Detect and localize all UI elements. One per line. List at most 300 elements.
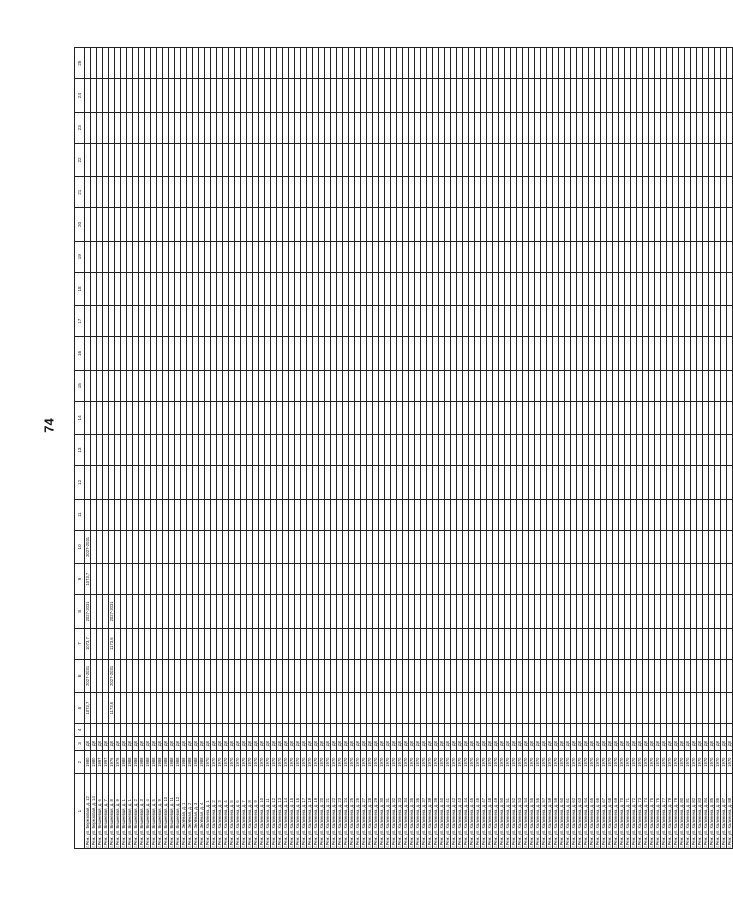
table-cell: ДК <box>691 736 697 751</box>
table-cell: ДК <box>91 736 97 751</box>
table-cell: 1970 <box>331 751 337 774</box>
table-cell: ДК <box>685 736 691 751</box>
table-cell: 1980 <box>91 751 97 774</box>
table-cell: 1970 <box>409 751 415 774</box>
table-cell: 1970 <box>385 751 391 774</box>
table-cell: ДК <box>517 736 523 751</box>
column-header: 13 <box>75 435 85 466</box>
table-cell: 1970 <box>487 751 493 774</box>
table-cell: 1988 <box>145 751 151 774</box>
table-cell: 1970 <box>247 751 253 774</box>
table-cell: ДК <box>121 736 127 751</box>
table-cell <box>727 724 733 736</box>
address-cell: г.Реж, ул. Калинина, д. 10 <box>259 774 265 849</box>
address-cell: г.Реж, ул. Калинина, д. 72 <box>631 774 637 849</box>
table-cell: ДК <box>283 736 289 751</box>
table-cell <box>727 177 733 208</box>
table-cell: 2027-2031 <box>109 595 115 628</box>
address-cell: г.Реж, ул. Калинина, д. 18 <box>307 774 313 849</box>
address-cell: г.Реж, ул. Калинина, д. 68 <box>607 774 613 849</box>
table-cell: ДК <box>535 736 541 751</box>
table-cell: 1970 <box>577 751 583 774</box>
address-cell: г.Реж, ул. Калинина, д. 77 <box>661 774 667 849</box>
table-cell: 1970 <box>475 751 481 774</box>
table-cell: ДК <box>727 736 733 751</box>
address-cell: г.Реж, ул. Калинина, д. 51 <box>505 774 511 849</box>
table-body <box>85 48 733 849</box>
table-cell: ДК <box>601 736 607 751</box>
table-cell: ДК <box>595 736 601 751</box>
table-cell: 1970 <box>265 751 271 774</box>
table-cell: ДК <box>301 736 307 751</box>
table-cell: ДК <box>565 736 571 751</box>
table-cell: ДК <box>151 736 157 751</box>
table-cell: ДК <box>295 736 301 751</box>
table-cell: ДК <box>679 736 685 751</box>
table-cell: 1976 <box>115 751 121 774</box>
address-cell: г.Реж, ул. Калинина, д. 36 <box>415 774 421 849</box>
column-header: 3 <box>75 736 85 751</box>
address-cell: г.Реж, ул. Калинина, д. 26 <box>355 774 361 849</box>
table-cell: ДК <box>175 736 181 751</box>
table-cell: ДК <box>631 736 637 751</box>
table-cell: 1970 <box>499 751 505 774</box>
table-cell: ДК <box>673 736 679 751</box>
table-cell: 1997 <box>103 751 109 774</box>
table-cell: 1970 <box>553 751 559 774</box>
table-cell: ДК <box>169 736 175 751</box>
column-header: 20 <box>75 208 85 241</box>
table-cell: 1970 <box>523 751 529 774</box>
table-cell <box>727 564 733 595</box>
address-cell: г.Реж, ул. Калинина, д. 29 <box>373 774 379 849</box>
table-cell: 1970 <box>355 751 361 774</box>
table-cell: 1970 <box>361 751 367 774</box>
address-cell: г.Реж, ул. Калинина, д. 67 <box>601 774 607 849</box>
table-cell: 1988 <box>127 751 133 774</box>
table-cell: 1988 <box>163 751 169 774</box>
column-header: 2 <box>75 751 85 774</box>
column-header: 21 <box>75 177 85 208</box>
table-cell: ДК <box>331 736 337 751</box>
table-cell: 1970 <box>457 751 463 774</box>
column-header: 10 <box>75 530 85 563</box>
table-cell: 1970 <box>673 751 679 774</box>
table-cell: 1970 <box>619 751 625 774</box>
table-cell: 1970 <box>343 751 349 774</box>
table-cell <box>727 79 733 112</box>
table-cell <box>727 48 733 79</box>
table-cell: 1970 <box>295 751 301 774</box>
address-cell: г.Реж, ул. Калинина, д. 85 <box>709 774 715 849</box>
table-cell <box>727 143 733 176</box>
table-cell: 1970 <box>427 751 433 774</box>
address-cell: г.Реж, ул. Калинина, д. 1 <box>205 774 211 849</box>
address-cell: г.Реж, ул. Калинина, д. 83 <box>697 774 703 849</box>
table-cell: ДК <box>217 736 223 751</box>
table-cell: ДК <box>469 736 475 751</box>
address-cell: г.Реж, ул. Калинина, д. 61 <box>565 774 571 849</box>
address-cell: г.Реж, ул. Калинина, д. 17 <box>301 774 307 849</box>
table-cell: ДК <box>655 736 661 751</box>
table-cell: ДК <box>643 736 649 751</box>
table-cell: 2027-2031 <box>85 659 91 692</box>
address-cell: г.Реж, ул. Калинина, д. 34 <box>403 774 409 849</box>
table-cell: ДК <box>277 736 283 751</box>
address-cell: г.Реж, ул. Калинина, д. 70 <box>619 774 625 849</box>
address-cell: г.Реж, ул. Калинина, д. 33 <box>397 774 403 849</box>
table-cell: 1970 <box>397 751 403 774</box>
address-cell: г.Реж, ул. Калинина, д. 86 <box>715 774 721 849</box>
address-cell: г.Реж, ул. Вишневая, д. 1 <box>121 774 127 849</box>
table-cell: 1970 <box>589 751 595 774</box>
address-cell: г.Реж, ул. Калинина, д. 32 <box>391 774 397 849</box>
table-cell: 1988 <box>157 751 163 774</box>
table-cell: 1970 <box>241 751 247 774</box>
column-header: 12 <box>75 466 85 499</box>
table-cell: ДК <box>235 736 241 751</box>
table-cell: ДК <box>199 736 205 751</box>
table-cell: 1970 <box>517 751 523 774</box>
address-cell: г.Реж, ул. Калинина, д. 56 <box>535 774 541 849</box>
address-cell: г.Реж, ул. Калинина, д. 79 <box>673 774 679 849</box>
page-number: 74 <box>41 418 57 433</box>
table-cell: ДК <box>361 736 367 751</box>
rotated-table-area <box>74 47 732 849</box>
address-cell: г.Реж, ул. Калинина, д. 75 <box>649 774 655 849</box>
table-cell: ДК <box>427 736 433 751</box>
table-cell: ДК <box>703 736 709 751</box>
table-cell: ДК <box>133 736 139 751</box>
table-cell <box>727 499 733 530</box>
table-cell: ДК <box>313 736 319 751</box>
table-cell: 1970 <box>319 751 325 774</box>
table-cell: ДК <box>445 736 451 751</box>
table-cell: 1970 <box>547 751 553 774</box>
address-cell: г.Реж, ул. Калинина, д. 69 <box>613 774 619 849</box>
address-cell: г.Реж, ул. Калинина, д. 41 <box>445 774 451 849</box>
address-cell: г.Реж, ул. Калинина, д. 27 <box>361 774 367 849</box>
table-cell: 1988 <box>199 751 205 774</box>
address-cell: г.Реж, ул. Калинина, д. 14 <box>283 774 289 849</box>
address-cell: г.Реж, ул. Калинина, д. 59 <box>553 774 559 849</box>
table-cell: ДК <box>451 736 457 751</box>
column-header: 4 <box>75 724 85 736</box>
housing-register-table <box>74 47 733 849</box>
table-cell: 1970 <box>691 751 697 774</box>
address-cell: г.Реж, ул. Калинина, д. 31 <box>385 774 391 849</box>
table-cell: ДК <box>547 736 553 751</box>
table-cell: ДК <box>223 736 229 751</box>
address-cell: г.Реж, ул. Калинина, д. 46 <box>475 774 481 849</box>
table-cell: ДК <box>583 736 589 751</box>
table-cell: 1970 <box>481 751 487 774</box>
table-cell: ДК <box>415 736 421 751</box>
address-cell: г.Реж, ул. Калинина, д. 23 <box>337 774 343 849</box>
column-header: 18 <box>75 272 85 305</box>
address-cell: г.Реж, ул. Калинина, д. 30 <box>379 774 385 849</box>
address-cell: г.Реж, ул. Калинина, д. 87 <box>721 774 727 849</box>
table-cell: ДК <box>325 736 331 751</box>
table-cell: ДК <box>505 736 511 751</box>
table-cell: 1988 <box>193 751 199 774</box>
address-cell: г.Реж, ул. Березовая, д. 14 <box>91 774 97 849</box>
table-header-row <box>75 48 85 849</box>
table-cell: 1970 <box>301 751 307 774</box>
address-cell: г.Реж, ул. Калинина, д. 37 <box>421 774 427 849</box>
table-cell: ДК <box>145 736 151 751</box>
table-cell: ДК <box>577 736 583 751</box>
table-cell: ДК <box>307 736 313 751</box>
table-cell: 1970 <box>223 751 229 774</box>
table-cell: 1970 <box>631 751 637 774</box>
column-header: 1 <box>75 774 85 849</box>
table-cell: ДК <box>103 736 109 751</box>
table-cell: 1970 <box>667 751 673 774</box>
address-cell: г.Реж, ул. Калинина, д. 82 <box>691 774 697 849</box>
address-cell: г.Реж, ул. Калинина, д. 2 <box>211 774 217 849</box>
address-cell: г.Реж, ул. Калинина, д. 24 <box>343 774 349 849</box>
address-cell: г.Реж, ул. Вишневая, д. 11 <box>169 774 175 849</box>
table-cell: 1173,6 <box>109 693 115 724</box>
address-cell: г.Реж, ул. Вишневая, д. 6 <box>97 774 103 849</box>
address-cell: г.Реж, ул. Калинина, д. 65 <box>589 774 595 849</box>
table-cell: 1970 <box>271 751 277 774</box>
table-cell <box>727 628 733 659</box>
table-cell: 1970 <box>439 751 445 774</box>
column-header: 5 <box>75 693 85 724</box>
table-cell: 1970 <box>445 751 451 774</box>
address-cell: г.Реж, ул. Калинина, д. 50 <box>499 774 505 849</box>
table-cell: 1970 <box>211 751 217 774</box>
table-cell: ДК <box>163 736 169 751</box>
table-cell: 1970 <box>637 751 643 774</box>
table-cell: 1970 <box>277 751 283 774</box>
table-cell: 1970 <box>217 751 223 774</box>
table-cell: ДК <box>493 736 499 751</box>
table-cell: 1970 <box>469 751 475 774</box>
table-cell: 1970 <box>313 751 319 774</box>
table-cell: 1988 <box>175 751 181 774</box>
column-header: 14 <box>75 401 85 434</box>
address-cell: г.Реж, ул. Вишневая, д. 7 <box>103 774 109 849</box>
address-cell: г.Реж, ул. Калинина, д. 55 <box>529 774 535 849</box>
address-cell: г.Реж, ул. Калинина, д. 25 <box>349 774 355 849</box>
address-cell: г.Реж, ул. Калинина, д. 28 <box>367 774 373 849</box>
column-header: 22 <box>75 143 85 176</box>
table-cell: ДК <box>229 736 235 751</box>
table-cell: 1970 <box>721 751 727 774</box>
table-cell: ДК <box>715 736 721 751</box>
table-cell: ДК <box>721 736 727 751</box>
table-cell: 1970 <box>529 751 535 774</box>
address-cell: г.Реж, ул. Вишневая, д. 3 <box>139 774 145 849</box>
address-cell: г.Реж, ул. Калинина, д. 35 <box>409 774 415 849</box>
address-cell: г.Реж, ул. Вишневая, д. 10 <box>163 774 169 849</box>
table-cell <box>727 401 733 434</box>
column-header: 25 <box>75 48 85 79</box>
table-cell: 1988 <box>121 751 127 774</box>
address-cell: г.Реж, ул. Калинина, д. 52 <box>511 774 517 849</box>
table-rotator <box>74 47 732 849</box>
table-cell: ДК <box>511 736 517 751</box>
table-cell: 1970 <box>253 751 259 774</box>
table-cell: 1970 <box>607 751 613 774</box>
table-cell: 1970 <box>727 751 733 774</box>
table-cell: 1970 <box>559 751 565 774</box>
table-cell: 2027-2031 <box>85 595 91 628</box>
table-cell: 1970 <box>703 751 709 774</box>
table-cell: 1970 <box>235 751 241 774</box>
table-cell: ДК <box>157 736 163 751</box>
address-cell: г.Реж, ул. Калинина, д. 40 <box>439 774 445 849</box>
address-cell: г.Реж, ул. Вишневая, д. 9 <box>157 774 163 849</box>
table-cell: ДК <box>397 736 403 751</box>
table-cell: 1988 <box>187 751 193 774</box>
table-cell: ДК <box>481 736 487 751</box>
table-cell: 1970 <box>601 751 607 774</box>
table-cell: ДК <box>337 736 343 751</box>
table-cell: 1970 <box>715 751 721 774</box>
table-cell: 1073,7 <box>85 693 91 724</box>
table-cell: 1970 <box>685 751 691 774</box>
table-cell: 1970 <box>337 751 343 774</box>
column-header: 17 <box>75 306 85 337</box>
address-cell: г.Реж, ул. Калинина, д. 53 <box>517 774 523 849</box>
table-cell: ДК <box>667 736 673 751</box>
table-cell <box>727 306 733 337</box>
table-cell: 1988 <box>139 751 145 774</box>
table-cell: 1970 <box>367 751 373 774</box>
table-cell: 1988 <box>181 751 187 774</box>
address-cell: г.Реж, ул. Калинина, д. 16 <box>295 774 301 849</box>
table-cell: ДК <box>409 736 415 751</box>
table-cell: ДК <box>697 736 703 751</box>
table-cell: ДК <box>127 736 133 751</box>
address-cell: г.Реж, ул. Калинина, д. 74 <box>643 774 649 849</box>
table-cell: 1970 <box>709 751 715 774</box>
address-cell: г.Реж, ул. Калинина, д. 76 <box>655 774 661 849</box>
table-cell: 1970 <box>259 751 265 774</box>
table-cell: 1970 <box>349 751 355 774</box>
address-cell: г.Реж, ул. Вишневая, д. 8 <box>109 774 115 849</box>
table-cell: ДК <box>139 736 145 751</box>
table-cell: 1970 <box>649 751 655 774</box>
column-header: 9 <box>75 564 85 595</box>
address-cell: г.Реж, ул. Калинина, д. 63 <box>577 774 583 849</box>
table-cell: 1970 <box>451 751 457 774</box>
table-cell: 1970 <box>391 751 397 774</box>
table-cell: 1970 <box>421 751 427 774</box>
table-cell: ДК <box>379 736 385 751</box>
address-cell: г.Реж, ул. Калинина, д. 60 <box>559 774 565 849</box>
address-cell: г.Реж, ул. Калинина, д. 43 <box>457 774 463 849</box>
table-cell: ДК <box>271 736 277 751</box>
column-header: 7 <box>75 628 85 659</box>
table-cell: ДК <box>403 736 409 751</box>
address-cell: г.Реж, ул. Калинина, д. 44 <box>463 774 469 849</box>
table-cell: ДК <box>343 736 349 751</box>
address-cell: г.Реж, ул. Калинина, д. 84 <box>703 774 709 849</box>
table-cell: ДК <box>589 736 595 751</box>
address-cell: г.Реж, ул. Калинина, д. 54 <box>523 774 529 849</box>
table-cell: ДК <box>373 736 379 751</box>
table-cell: 1970 <box>307 751 313 774</box>
table-cell: 1073,7 <box>85 628 91 659</box>
address-cell: г.Реж, ул. Калинина, д. 12 <box>271 774 277 849</box>
table-cell: ДК <box>439 736 445 751</box>
table-cell: ДК <box>193 736 199 751</box>
address-cell: г.Реж, ул. Калинина, д. 39 <box>433 774 439 849</box>
table-cell: 1970 <box>679 751 685 774</box>
table-cell: ДК <box>97 736 103 751</box>
address-cell: г.Реж, ул. Калинина, д. 64 <box>583 774 589 849</box>
table-cell: ДК <box>181 736 187 751</box>
table-cell: ДК <box>475 736 481 751</box>
table-cell <box>727 435 733 466</box>
column-header: 16 <box>75 337 85 370</box>
address-cell: г.Реж, ул. Калинина, д. 9 <box>253 774 259 849</box>
column-header: 8 <box>75 595 85 628</box>
table-cell: 2027-2031 <box>109 659 115 692</box>
address-cell: г.Реж, ул. Вишневая, д. 2 <box>133 774 139 849</box>
table-cell: ДК <box>289 736 295 751</box>
table-cell: 1970 <box>283 751 289 774</box>
address-cell: г.Реж, ул. Калинина, д. 42 <box>451 774 457 849</box>
table-cell: 1988 <box>151 751 157 774</box>
table-cell: 1970 <box>325 751 331 774</box>
address-cell: г.Реж, ул. Зелёная, д. 4 <box>199 774 205 849</box>
table-cell: ДК <box>205 736 211 751</box>
table-cell: ДК <box>349 736 355 751</box>
address-cell: г.Реж, ул. Калинина, д. 15 <box>289 774 295 849</box>
address-cell: г.Реж, ул. Калинина, д. 20 <box>319 774 325 849</box>
table-cell: 1970 <box>511 751 517 774</box>
column-header: 24 <box>75 79 85 112</box>
column-header: 6 <box>75 659 85 692</box>
table-row <box>727 48 733 849</box>
table-cell: ДК <box>265 736 271 751</box>
table-cell: ДК <box>709 736 715 751</box>
table-cell: ДК <box>355 736 361 751</box>
table-cell: 1970 <box>205 751 211 774</box>
table-cell: ДК <box>253 736 259 751</box>
table-cell <box>727 466 733 499</box>
column-header: 11 <box>75 499 85 530</box>
table-cell: ДК <box>247 736 253 751</box>
address-cell: г.Реж, ул. Калинина, д. 80 <box>679 774 685 849</box>
table-cell: ДК <box>571 736 577 751</box>
address-cell: г.Реж, ул. Калинина, д. 8 <box>247 774 253 849</box>
table-cell: 1970 <box>571 751 577 774</box>
address-cell: г.Реж, ул. Зелёная, д. 3 <box>193 774 199 849</box>
table-cell: ДК <box>109 736 115 751</box>
table-cell: ДК <box>259 736 265 751</box>
table-cell: 1970 <box>583 751 589 774</box>
table-cell: ДК <box>463 736 469 751</box>
address-cell: г.Реж, ул. Зелёная, д. 2 <box>187 774 193 849</box>
table-cell: ДК <box>541 736 547 751</box>
address-cell: г.Реж, ул. Вишневая, д. 5 <box>151 774 157 849</box>
table-cell <box>727 272 733 305</box>
table-cell: ДК <box>433 736 439 751</box>
address-cell: г.Реж, ул. Калинина, д. 58 <box>547 774 553 849</box>
column-header: 19 <box>75 241 85 272</box>
table-cell: 1970 <box>565 751 571 774</box>
address-cell: г.Реж, ул. Березовая, д. 12 <box>85 774 91 849</box>
table-cell: 1997 <box>97 751 103 774</box>
table-cell <box>727 370 733 401</box>
